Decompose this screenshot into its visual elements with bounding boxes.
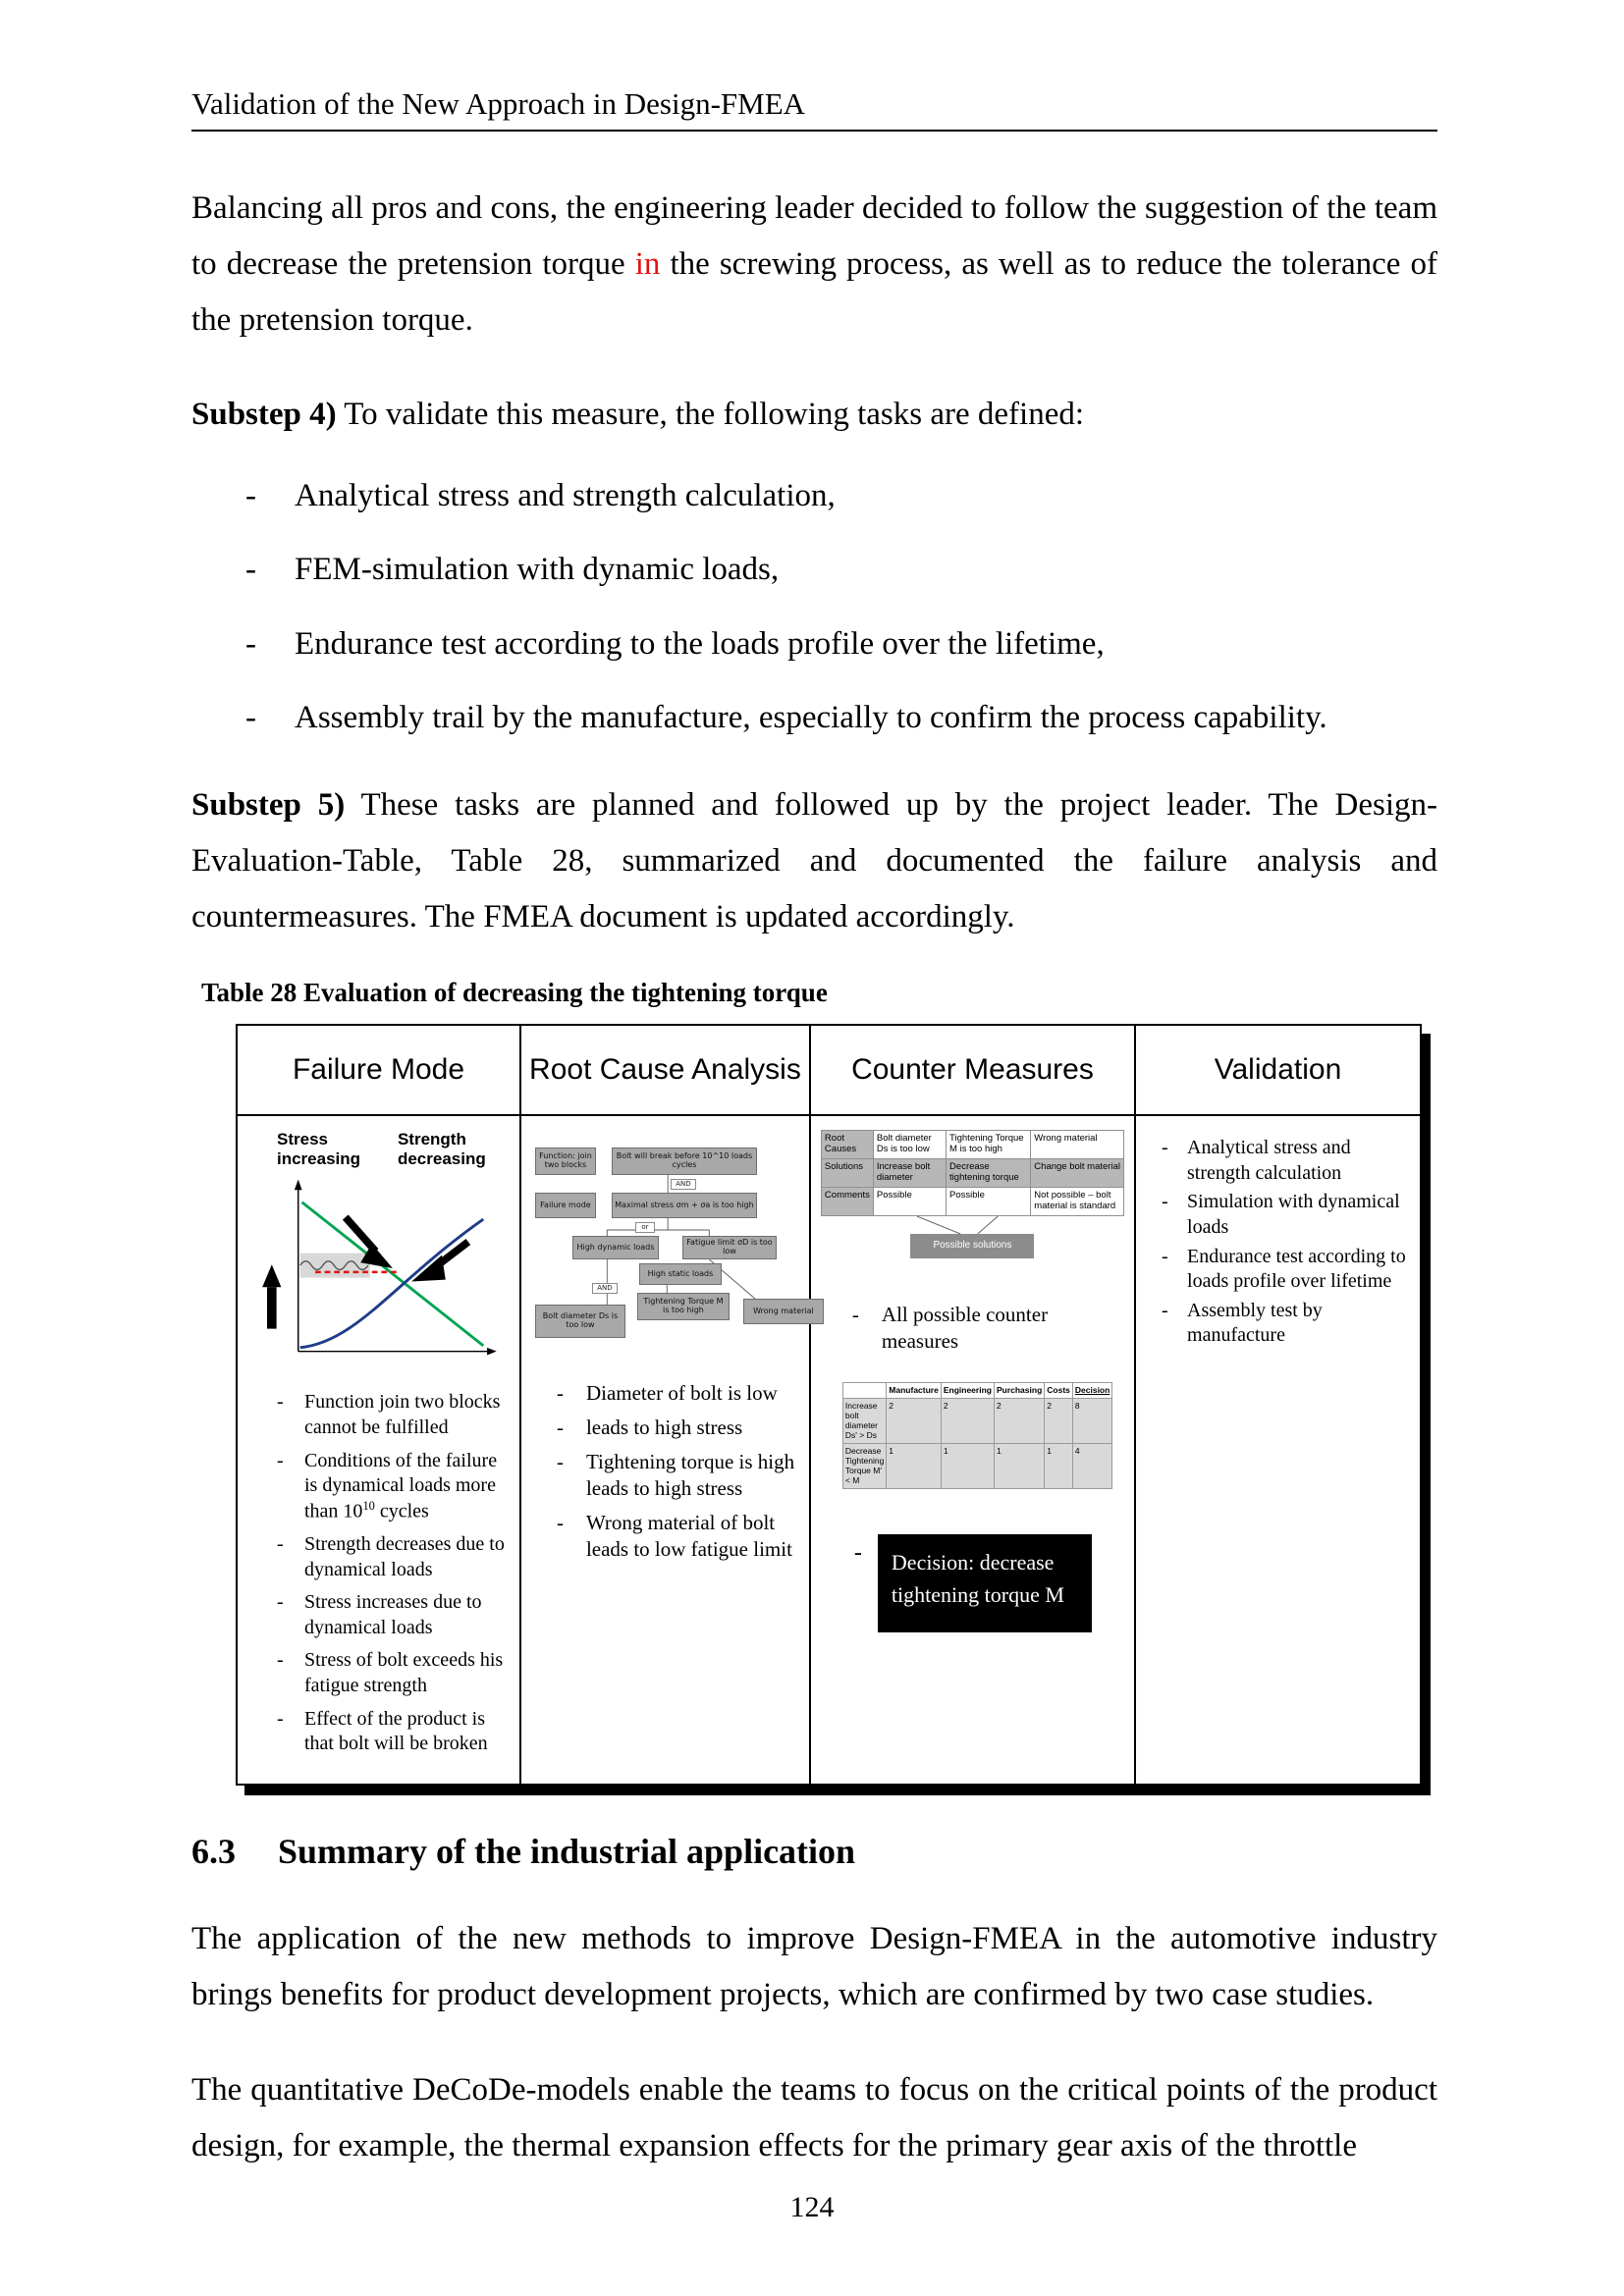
matrix-row bbox=[842, 1399, 1111, 1444]
substep4-label: Substep 4) bbox=[191, 397, 337, 433]
gate-and: AND bbox=[671, 1179, 696, 1190]
paragraph-substep4 bbox=[191, 387, 1437, 443]
table-caption: Table 28 Evaluation of decreasing the tightening torque bbox=[201, 978, 828, 1008]
matrix-cell: 1 bbox=[1045, 1444, 1073, 1489]
matrix-cell: 1 bbox=[994, 1444, 1044, 1489]
section-number: 6.3 bbox=[191, 1832, 236, 1872]
decision-row bbox=[854, 1534, 1124, 1632]
list-item: - Stress of bolt exceeds his fatigue strength bbox=[277, 1648, 510, 1698]
superscript: 10 bbox=[362, 1498, 375, 1513]
matrix-row-label: Increase bolt diameter Ds' > Ds bbox=[842, 1399, 886, 1444]
root-cause-mini-table bbox=[821, 1130, 1124, 1216]
decision-matrix bbox=[842, 1382, 1112, 1490]
tree-box-function: Function: join two blocks bbox=[535, 1148, 596, 1175]
mini-cell: Not possible – bolt material is standard bbox=[1031, 1187, 1124, 1215]
matrix-header: Costs bbox=[1045, 1382, 1073, 1399]
running-header-text: Validation of the New Approach in Design-FMEA bbox=[191, 86, 806, 121]
list-item: - Simulation with dynamical loads bbox=[1162, 1190, 1408, 1240]
mini-cell: Root Causes bbox=[821, 1131, 873, 1159]
matrix-cell: 2 bbox=[994, 1399, 1044, 1444]
mini-cell: Possible bbox=[947, 1187, 1031, 1215]
mini-table-row bbox=[821, 1131, 1123, 1159]
column-header-root-cause: Root Cause Analysis bbox=[521, 1026, 811, 1114]
list-item: - Wrong material of bolt leads to low fatigue limit bbox=[557, 1510, 797, 1563]
matrix-cell: 1 bbox=[887, 1444, 942, 1489]
matrix-header: Engineering bbox=[941, 1382, 994, 1399]
tree-box-mode: Failure mode bbox=[535, 1193, 596, 1218]
list-item: - All possible counter measures bbox=[852, 1302, 1124, 1355]
intro-text-2: the screwing process, as well as to reduce the tolerance of the pretension torque. bbox=[191, 245, 1437, 338]
paragraph-substep5 bbox=[191, 777, 1437, 944]
matrix-cell: 2 bbox=[887, 1399, 942, 1444]
list-item: - Function join two blocks cannot be fulfilled bbox=[277, 1390, 510, 1440]
substep5-label: Substep 5) bbox=[191, 787, 346, 823]
mini-cell: Decrease tightening torque bbox=[947, 1159, 1031, 1188]
list-item: - Diameter of bolt is low bbox=[557, 1380, 797, 1407]
root-cause-cell bbox=[521, 1116, 814, 1784]
substep4-text: To validate this measure, the following tasks are defined: bbox=[336, 397, 1085, 433]
gate-or: or bbox=[635, 1222, 655, 1233]
column-header-validation: Validation bbox=[1214, 1053, 1342, 1087]
tree-box-static: High static loads bbox=[639, 1263, 722, 1285]
list-item: - Assembly test by manufacture bbox=[1162, 1299, 1408, 1349]
matrix-corner bbox=[842, 1382, 886, 1399]
paragraph-intro bbox=[191, 181, 1437, 347]
stress-label: Stress increasing bbox=[277, 1130, 361, 1168]
matrix-header: Manufacture bbox=[887, 1382, 942, 1399]
decision-box: Decision: decrease tightening torque M bbox=[878, 1534, 1092, 1632]
list-item: - Assembly trail by the manufacture, especially to confirm the process capability. bbox=[245, 698, 1437, 738]
section-title: Summary of the industrial application bbox=[278, 1832, 856, 1872]
list-item: - Tightening torque is high leads to high stress bbox=[557, 1449, 797, 1502]
column-header-counter-measures: Counter Measures bbox=[811, 1026, 1136, 1114]
matrix-cell: 2 bbox=[941, 1399, 994, 1444]
matrix-row bbox=[842, 1444, 1111, 1489]
validation-list bbox=[1148, 1136, 1408, 1349]
list-item: - Analytical stress and strength calculation, bbox=[245, 476, 1437, 516]
running-header bbox=[191, 86, 1437, 132]
gate-and-2: AND bbox=[592, 1283, 618, 1294]
mini-cell: Comments bbox=[821, 1187, 873, 1215]
tree-box-material: Wrong material bbox=[743, 1299, 824, 1324]
tree-box-stress: Maximal stress σm + σa is too high bbox=[612, 1193, 757, 1218]
column-header-failure-mode: Failure Mode bbox=[238, 1026, 521, 1114]
list-item bbox=[277, 1449, 510, 1524]
bullet-text: Conditions of the failure is dynamical loads more than 10 bbox=[304, 1449, 498, 1522]
mini-cell: Bolt diameter Ds is too low bbox=[873, 1131, 946, 1159]
tree-box-top-event: Bolt will break before 10^10 loads cycles bbox=[612, 1148, 757, 1175]
diagram-axis-labels bbox=[247, 1130, 510, 1168]
matrix-cell: 8 bbox=[1072, 1399, 1111, 1444]
mini-cell: Change bolt material bbox=[1031, 1159, 1124, 1188]
list-item: - Analytical stress and strength calculation bbox=[1162, 1136, 1408, 1186]
tree-box-diameter: Bolt diameter Ds is too low bbox=[535, 1305, 625, 1338]
matrix-header: Purchasing bbox=[994, 1382, 1044, 1399]
matrix-header-row bbox=[842, 1382, 1111, 1399]
mini-cell: Wrong material bbox=[1031, 1131, 1124, 1159]
table-header-row bbox=[238, 1026, 1420, 1116]
list-item: - Endurance test according to the loads profile over the lifetime, bbox=[245, 624, 1437, 665]
list-item: - Strength decreases due to dynamical loads bbox=[277, 1532, 510, 1582]
mini-cell: Possible bbox=[873, 1187, 946, 1215]
mini-cell: Increase bolt diameter bbox=[873, 1159, 946, 1188]
counter-measures-list bbox=[821, 1302, 1124, 1355]
failure-mode-list bbox=[247, 1390, 510, 1756]
mini-cell: Solutions bbox=[821, 1159, 873, 1188]
list-item: - Stress increases due to dynamical loads bbox=[277, 1590, 510, 1640]
highlighted-word: in bbox=[634, 245, 661, 282]
counter-measures-cell bbox=[811, 1116, 1136, 1784]
summary-paragraph-1: The application of the new methods to improve Design-FMEA in the automotive industry brings benefits for product development projects, which are confirmed by two case studies. bbox=[191, 1921, 1437, 2012]
possible-solutions-box: Possible solutions bbox=[910, 1234, 1034, 1258]
list-item: - Effect of the product is that bolt will be broken bbox=[277, 1707, 510, 1757]
fault-tree-diagram bbox=[533, 1146, 814, 1347]
validation-cell bbox=[1136, 1116, 1420, 1784]
matrix-cell: 4 bbox=[1072, 1444, 1111, 1489]
tree-box-dynamic: High dynamic loads bbox=[572, 1236, 659, 1259]
matrix-cell: 1 bbox=[941, 1444, 994, 1489]
table-body-row bbox=[238, 1116, 1420, 1784]
matrix-header-decision: Decision bbox=[1072, 1382, 1111, 1399]
stress-strength-diagram bbox=[249, 1170, 507, 1368]
root-cause-list bbox=[533, 1380, 797, 1562]
dash-marker: - bbox=[853, 1540, 862, 1567]
task-list bbox=[191, 476, 1437, 738]
bullet-text: cycles bbox=[374, 1500, 429, 1522]
matrix-row-label: Decrease Tightening Torque M' < M bbox=[842, 1444, 886, 1489]
list-item: - Endurance test according to loads profile over lifetime bbox=[1162, 1245, 1408, 1295]
mini-table-row bbox=[821, 1159, 1123, 1188]
tree-box-torque: Tightening Torque M is too high bbox=[637, 1293, 730, 1320]
substep5-text: These tasks are planned and followed up by the project leader. The Design-Evaluation-Table, Table 28, summarized and documented the failure analysis and countermeasures. The FMEA document is updated accordingly. bbox=[191, 787, 1438, 934]
intro-text-1: Balancing all pros and cons, the engineering leader decided to follow the suggestion of the team to decrease the pretension torque bbox=[191, 190, 1437, 282]
mini-table-row bbox=[821, 1187, 1123, 1215]
matrix-cell: 2 bbox=[1045, 1399, 1073, 1444]
list-item: - FEM-simulation with dynamic loads, bbox=[245, 550, 1437, 590]
strength-label: Strength decreasing bbox=[397, 1130, 486, 1168]
tree-box-fatigue: Fatigue limit σD is too low bbox=[682, 1236, 777, 1259]
evaluation-table bbox=[236, 1024, 1422, 1786]
mini-cell: Tightening Torque M is too high bbox=[947, 1131, 1031, 1159]
failure-mode-cell bbox=[238, 1116, 521, 1784]
page-number: 124 bbox=[789, 2191, 835, 2223]
section-heading bbox=[191, 1831, 1437, 1872]
summary-paragraph-2: The quantitative DeCoDe-models enable the teams to focus on the critical points of the product design, for example, the thermal expansion effects for the primary gear axis of the throttle bbox=[191, 2071, 1437, 2163]
connector-lines bbox=[821, 1216, 1124, 1234]
list-item: - leads to high stress bbox=[557, 1415, 797, 1441]
